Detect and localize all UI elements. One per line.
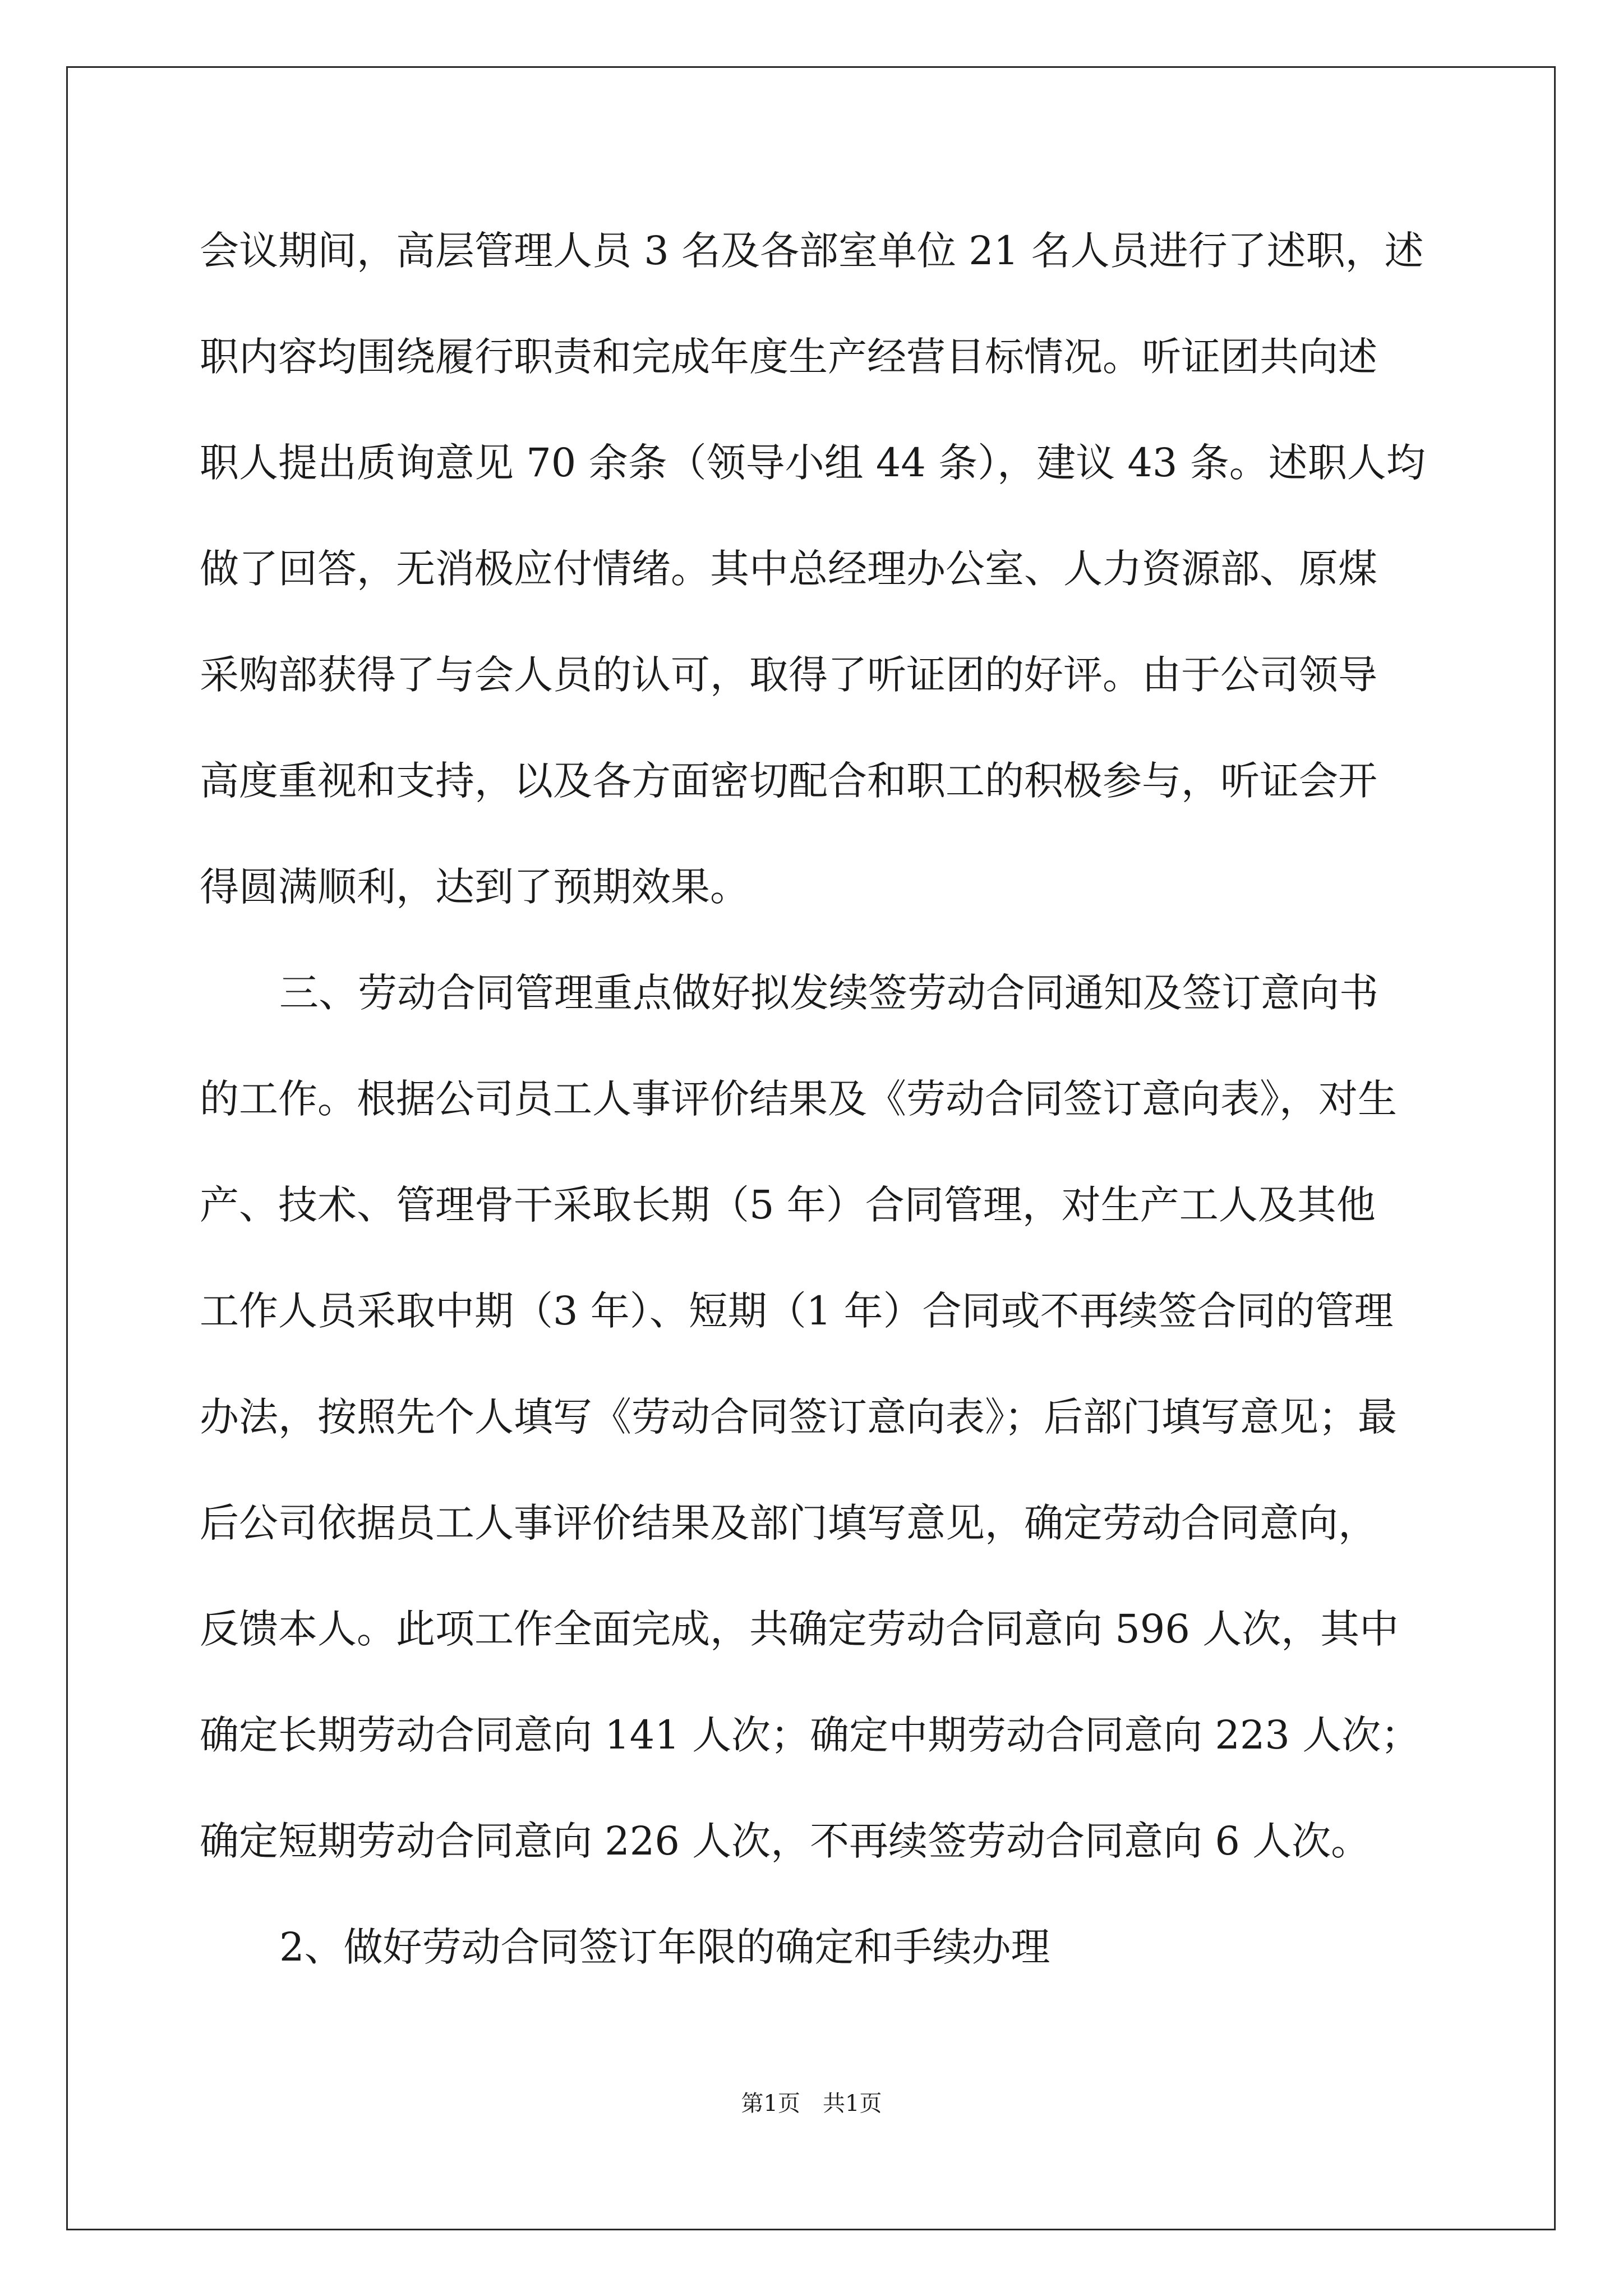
paragraph-line-2: 职内容均围绕履行职责和完成年度生产经营目标情况。听证团共向述 [200,334,1377,380]
page-border [66,66,1556,2230]
paragraph-line-10: 产、技术、管理骨干采取长期（5 年）合同管理，对生产工人及其他 [200,1182,1376,1228]
page-number-footer: 第1页 共1页 [741,2091,882,2116]
paragraph-line-1: 会议期间，高层管理人员 3 名及各部室单位 21 名人员进行了述职，述 [200,228,1424,274]
paragraph-line-12: 办法，按照先个人填写《劳动合同签订意向表》；后部门填写意见；最 [200,1394,1397,1440]
paragraph-line-6: 高度重视和支持，以及各方面密切配合和职工的积极参与，听证会开 [200,758,1377,804]
paragraph-line-13: 后公司依据员工人事评价结果及部门填写意见，确定劳动合同意向， [200,1500,1377,1546]
paragraph-line-7: 得圆满顺利，达到了预期效果。 [200,864,749,910]
paragraph-line-16: 确定短期劳动合同意向 226 人次，不再续签劳动合同意向 6 人次。 [200,1818,1371,1864]
paragraph-line-9: 的工作。根据公司员工人事评价结果及《劳动合同签订意向表》，对生 [200,1076,1397,1122]
paragraph-line-5: 采购部获得了与会人员的认可，取得了听证团的好评。由于公司领导 [200,652,1377,698]
paragraph-line-15: 确定长期劳动合同意向 141 人次；确定中期劳动合同意向 223 人次； [200,1712,1421,1758]
subsection-heading-line: 2、做好劳动合同签订年限的确定和手续办理 [279,1924,1050,1970]
section-three-heading-line: 三、劳动合同管理重点做好拟发续签劳动合同通知及签订意向书 [279,970,1378,1016]
paragraph-line-14: 反馈本人。此项工作全面完成，共确定劳动合同意向 596 人次，其中 [200,1606,1399,1652]
paragraph-line-11: 工作人员采取中期（3 年）、短期（1 年）合同或不再续签合同的管理 [200,1288,1394,1334]
paragraph-line-4: 做了回答，无消极应付情绪。其中总经理办公室、人力资源部、原煤 [200,546,1377,592]
paragraph-line-3: 职人提出质询意见 70 余条（领导小组 44 条），建议 43 条。述职人均 [200,440,1426,486]
